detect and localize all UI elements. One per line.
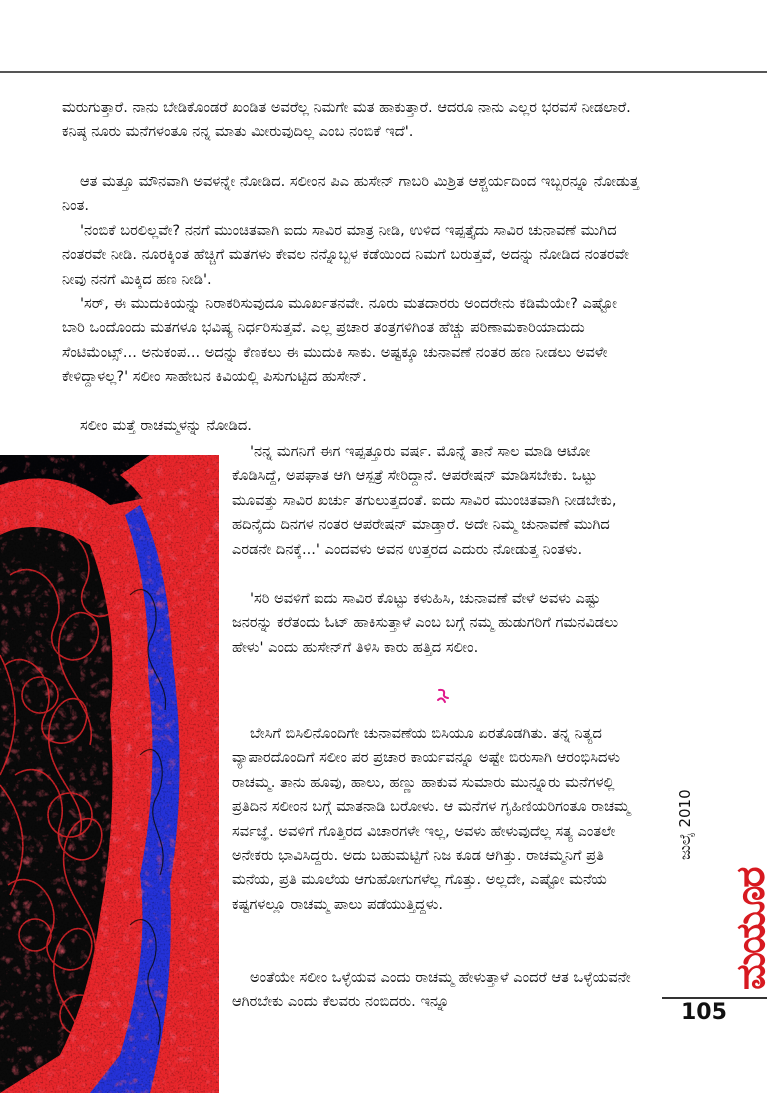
story-paragraph-6: 'ನನ್ನ ಮಗನಿಗೆ ಈಗ ಇಪ್ಪತ್ತೂರು ವರ್ಷ. ಮೊನ್ನೆ ತಾನೆ ಸಾಲ ಮಾಡಿ ಆಟೋ ಕೊಡಿಸಿದ್ದೆ, ಅಪಘಾತ ಆಗಿ ಆಸ್ಪತ್ರೆ ಸೇರಿದ್ದಾನೆ. ಆಪರೇಷನ್ ಮಾಡಿಸಬೇಕು. ಒಟ್ಟು ಮೂವತ್ತು ಸಾವಿರ ಖರ್ಚು ತಗುಲುತ್ತದಂತೆ. ಐದು ಸಾವಿರ ಮುಂಚಿತವಾಗಿ ನೀಡಬೇಕು, ಹದಿನೈದು ದಿನಗಳ ನಂತರ ಆಪರೇಷನ್ ಮಾಡ್ತಾರೆ. ಅದೇ ನಿಮ್ಮ ಚುನಾವಣೆ ಮುಗಿದ ಎರಡನೇ ದಿನಕ್ಕೆ...' ಎಂದವಳು ಅವನ ಉತ್ತರದ ಎದುರು ನೋಡುತ್ತ ನಿಂತಳು. — [232, 443, 617, 558]
page-number: 105 — [681, 1000, 727, 1025]
story-paragraph-2: ಆತ ಮತ್ತೂ ಮೌನವಾಗಿ ಅವಳನ್ನೇ ನೋಡಿದ. ಸಲೀಂನ ಪಿಎ ಹುಸೇನ್ ಗಾಬರಿ ಮಿಶ್ರಿತ ಆಶ್ಚರ್ಯದಿಂದ ಇಬ್ಬರನ್ನೂ ನೋಡುತ್ತ ನಿಂತ. — [62, 173, 639, 215]
story-paragraph-4: 'ಸರ್, ಈ ಮುದುಕಿಯನ್ನು ನಿರಾಕರಿಸುವುದೂ ಮೂರ್ಖತನವೇ. ನೂರು ಮತದಾರರು ಅಂದರೇನು ಕಡಿಮೆಯೇ? ಎಷ್ಟೋ ಬಾರಿ ಒಂದೊಂದು ಮತಗಳೂ ಭವಿಷ್ಯ ನಿರ್ಧರಿಸುತ್ತವೆ. ಎಲ್ಲ ಪ್ರಚಾರ ತಂತ್ರಗಳಿಗಿಂತ ಹೆಚ್ಚು ಪರಿಣಾಮಕಾರಿಯಾದುದು ಸೆಂಟಿಮೆಂಟ್ಸ್... ಅನುಕಂಪ... ಅದನ್ನು ಕೆಣಕಲು ಈ ಮುದುಕಿ ಸಾಕು. ಅಷ್ಟಕ್ಕೂ ಚುನಾವಣೆ ನಂತರ ಹಣ ನೀಡಲು ಅವಳೇ ಕೇಳಿದ್ದಾಳಲ್ಲ?' ಸಲೀಂ ಸಾಹೇಬನ ಕಿವಿಯಲ್ಲಿ ಪಿಸುಗುಟ್ಟಿದ ಹುಸೇನ್. — [62, 295, 617, 386]
story-paragraph-3: 'ನಂಬಿಕೆ ಬರಲಿಲ್ಲವೇ? ನನಗೆ ಮುಂಚಿತವಾಗಿ ಐದು ಸಾವಿರ ಮಾತ್ರ ನೀಡಿ, ಉಳಿದ ಇಪ್ಪತ್ತೈದು ಸಾವಿರ ಚುನಾವಣೆ ಮುಗಿದ ನಂತರವೇ ನೀಡಿ. ನೂರಕ್ಕಿಂತ ಹೆಚ್ಚಿಗೆ ಮತಗಳು ಕೇವಲ ನನ್ನೊಬ್ಬಳ ಕಡೆಯಿಂದ ನಿಮಗೆ ಬರುತ್ತವೆ, ಅದನ್ನು ನೋಡಿದ ನಂತರವೇ ನೀವು ನನಗೆ ಮಿಕ್ಕಿದ ಹಣ ನೀಡಿ'. — [62, 222, 629, 288]
story-paragraph-9: ಅಂತೆಯೇ ಸಲೀಂ ಒಳ್ಳೆಯವ ಎಂದು ರಾಚಮ್ಮ ಹೇಳುತ್ತಾಳೆ ಎಂದರೆ ಆತ ಒಳ್ಳೆಯವನೇ ಆಗಿರಬೇಕು ಎಂದು ಕೆಲವರು ನಂಬಿದರು. ಇನ್ನೂ — [232, 969, 631, 1011]
issue-date: ಜುಲೈ 2010 — [676, 789, 694, 860]
footer-rule — [662, 997, 767, 999]
header-rule — [0, 71, 767, 73]
story-paragraph-5: ಸಲೀಂ ಮತ್ತೆ ರಾಚಮ್ಮಳನ್ನು ನೋಡಿದ. — [80, 417, 252, 434]
story-paragraph-7: 'ಸರಿ ಅವಳಿಗೆ ಐದು ಸಾವಿರ ಕೊಟ್ಟು ಕಳುಹಿಸಿ, ಚುನಾವಣೆ ವೇಳೆ ಅವಳು ಎಷ್ಟು ಜನರನ್ನು ಕರೆತಂದು ಓಟ್ ಹಾಕಿಸುತ್ತಾಳೆ ಎಂಬ ಬಗ್ಗೆ ನಮ್ಮ ಹುಡುಗರಿಗೆ ಗಮನವಿಡಲು ಹೇಳು' ಎಂದು ಹುಸೇನ್‌ಗೆ ತಿಳಿಸಿ ಕಾರು ಹತ್ತಿದ ಸಲೀಂ. — [232, 590, 619, 656]
section-break-ornament — [436, 688, 450, 704]
magazine-logo: ಮಯೂರ — [728, 868, 774, 990]
illustration-artwork — [0, 455, 219, 1093]
story-paragraph-8: ಬೇಸಿಗೆ ಬಿಸಿಲಿನೊಂದಿಗೇ ಚುನಾವಣೆಯ ಬಿಸಿಯೂ ಏರತೊಡಗಿತು. ತನ್ನ ನಿತ್ಯದ ವ್ಯಾಪಾರದೊಂದಿಗೆ ಸಲೀಂ ಪರ ಪ್ರಚಾರ ಕಾರ್ಯವನ್ನೂ ಅಷ್ಟೇ ಬಿರುಸಾಗಿ ಆರಂಭಿಸಿದಳು ರಾಚಮ್ಮ. ತಾನು ಹೂವು, ಹಾಲು, ಹಣ್ಣು ಹಾಕುವ ಸುಮಾರು ಮುನ್ನೂರು ಮನೆಗಳಲ್ಲಿ ಪ್ರತಿದಿನ ಸಲೀಂನ ಬಗ್ಗೆ ಮಾತನಾಡಿ ಬರೋಳು. ಆ ಮನೆಗಳ ಗೃಹಿಣಿಯರಿಗಂತೂ ರಾಚಮ್ಮ ಸರ್ವಜ್ಞೆ. ಅವಳಿಗೆ ಗೊತ್ತಿರದ ವಿಚಾರಗಳೇ ಇಲ್ಲ, ಅವಳು ಹೇಳುವುದೆಲ್ಲ ಸತ್ಯ ಎಂತಲೇ ಅನೇಕರು ಭಾವಿಸಿದ್ದರು. ಅದು ಬಹುಮಟ್ಟಿಗೆ ನಿಜ ಕೂಡ ಆಗಿತ್ತು. ರಾಚಮ್ಮನಿಗೆ ಪ್ರತಿ ಮನೆಯ, ಪ್ರತಿ ಮೂಲೆಯ ಆಗುಹೋಗುಗಳೆಲ್ಲ ಗೊತ್ತು. ಅಲ್ಲದೇ, ಎಷ್ಟೋ ಮನೆಯ ಕಷ್ಟಗಳಲ್ಲೂ ರಾಚಮ್ಮ ಪಾಲು ಪಡೆಯುತ್ತಿದ್ದಳು. — [232, 725, 630, 913]
story-paragraph-1: ಮರುಗುತ್ತಾರೆ. ನಾನು ಬೇಡಿಕೊಂಡರೆ ಖಂಡಿತ ಅವರೆಲ್ಲ ನಿಮಗೇ ಮತ ಹಾಕುತ್ತಾರೆ. ಆದರೂ ನಾನು ಎಲ್ಲರ ಭರವಸೆ ನೀಡಲಾರೆ. ಕನಿಷ್ಠ ನೂರು ಮನೆಗಳಂತೂ ನನ್ನ ಮಾತು ಮೀರುವುದಿಲ್ಲ ಎಂಬ ನಂಬಿಕೆ ಇದೆ'. — [62, 99, 631, 141]
